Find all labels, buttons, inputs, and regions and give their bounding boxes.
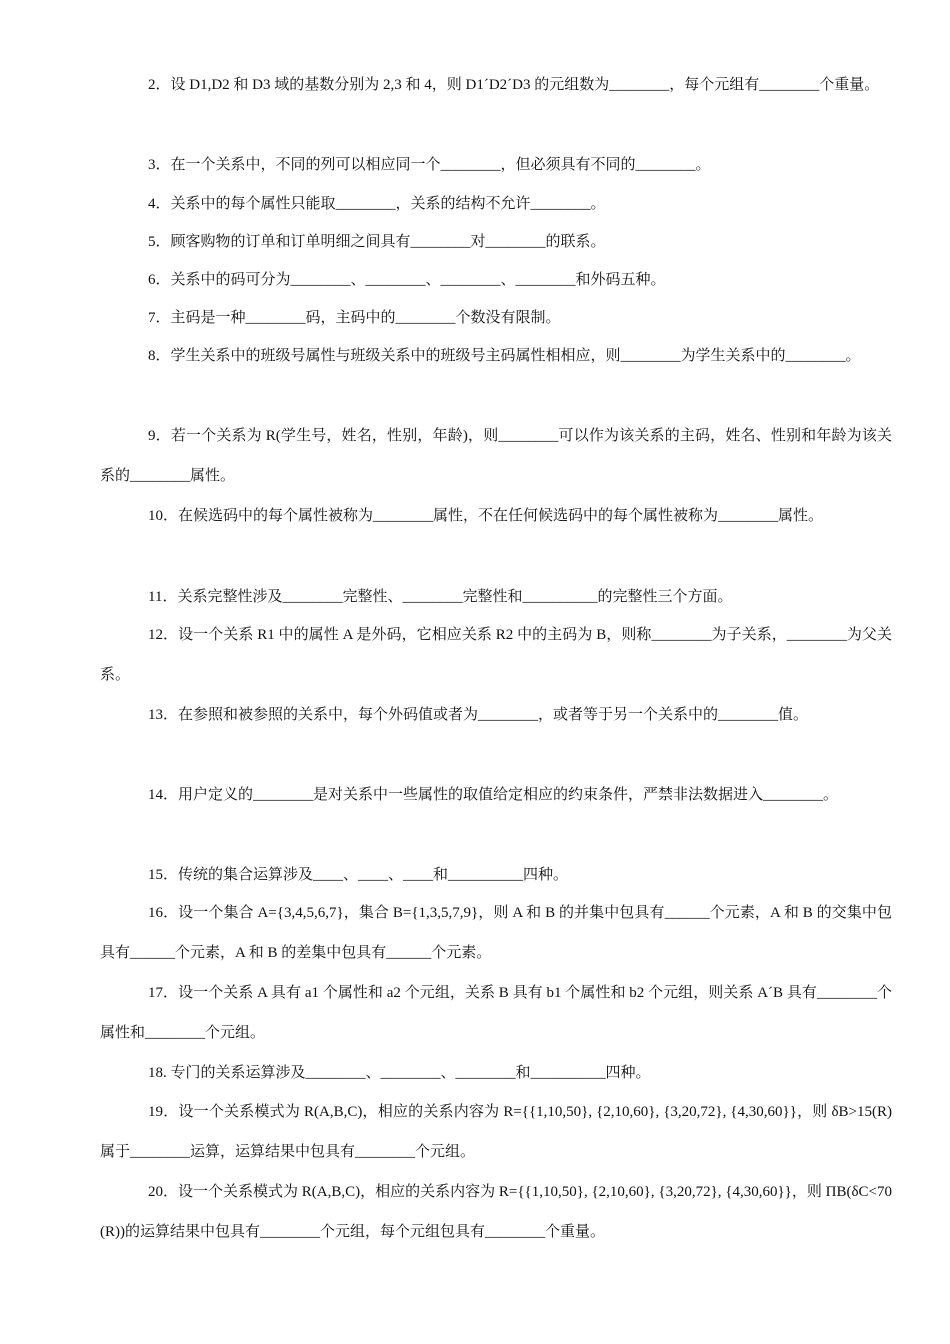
question-14: 14．用户定义的________是对关系中一些属性的取值给定相应的约束条件，严禁非法数据进入________。 bbox=[148, 787, 839, 803]
question-19: 19．设一个关系模式为 R(A,B,C)，相应的关系内容为 R={{1,10,50}, {2,10,60}, {3,20,72}, {4,30,60}}，则 δB>15(R)属于________运算，运算结果中包具有________个元组。 bbox=[100, 1104, 892, 1160]
question-16: 16．设一个集合 A={3,4,5,6,7}，集合 B={1,3,5,7,9}，则 A 和 B 的并集中包具有______个元素，A 和 B 的交集中包具有______个元素，A 和 B 的差集中包具有______个元素。 bbox=[100, 905, 892, 961]
question-4: 4．关系中的每个属性只能取________，关系的结构不允许________。 bbox=[148, 196, 606, 212]
question-17: 17．设一个关系 A 具有 a1 个属性和 a2 个元组，关系 B 具有 b1 个属性和 b2 个元组，则关系 A´B 具有________个属性和________个元组。 bbox=[100, 985, 892, 1041]
question-12: 12．设一个关系 R1 中的属性 A 是外码，它相应关系 R2 中的主码为 B，则称________为子关系，________为父关系。 bbox=[100, 627, 892, 683]
question-15: 15．传统的集合运算涉及____、____、____和__________四种。 bbox=[148, 867, 569, 883]
question-7: 7．主码是一种________码，主码中的________个数没有限制。 bbox=[148, 310, 561, 326]
question-5: 5．顾客购物的订单和订单明细之间具有________对________的联系。 bbox=[148, 234, 606, 250]
question-9: 9．若一个关系为 R(学生号，姓名，性别，年龄)，则________可以作为该关系的主码，姓名、性别和年龄为该关系的________属性。 bbox=[100, 428, 892, 484]
question-2: 2．设 D1,D2 和 D3 域的基数分别为 2,3 和 4，则 D1´D2´D3 的元组数为________，每个元组有________个重量。 bbox=[148, 77, 880, 93]
question-11: 11．关系完整性涉及________完整性、________完整性和__________的完整性三个方面。 bbox=[148, 589, 733, 605]
question-3: 3．在一个关系中，不同的列可以相应同一个________，但必须具有不同的________。 bbox=[148, 157, 711, 173]
question-6: 6．关系中的码可分为________、________、________、________和外码五种。 bbox=[148, 272, 666, 288]
question-20: 20．设一个关系模式为 R(A,B,C)，相应的关系内容为 R={{1,10,50}, {2,10,60}, {3,20,72}, {4,30,60}}，则 ΠB(δC<70(R))的运算结果中包具有________个元组，每个元组包具有________个重量。 bbox=[100, 1184, 892, 1240]
question-18: 18. 专门的关系运算涉及________、________、________和__________四种。 bbox=[148, 1065, 651, 1081]
question-13: 13．在参照和被参照的关系中，每个外码值或者为________，或者等于另一个关系中的________值。 bbox=[148, 707, 809, 723]
question-8: 8．学生关系中的班级号属性与班级关系中的班级号主码属性相相应，则________为学生关系中的________。 bbox=[148, 348, 861, 364]
question-10: 10．在候选码中的每个属性被称为________属性，不在任何候选码中的每个属性被称为________属性。 bbox=[148, 508, 824, 524]
